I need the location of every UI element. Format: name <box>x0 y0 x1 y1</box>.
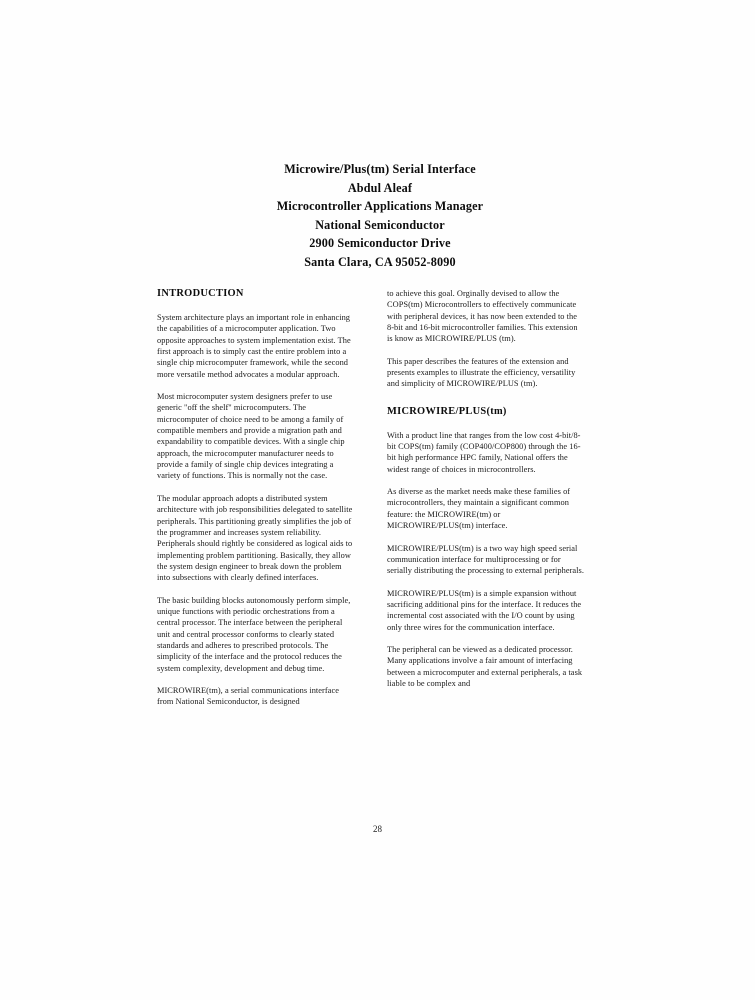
author-street-address: 2900 Semiconductor Drive <box>309 236 451 251</box>
author-city-state-zip: Santa Clara, CA 95052-8090 <box>304 254 456 269</box>
paragraph-off-the-shelf: Most microcomputer system designers prefer to use generic "off the shelf" microcomputers. The microcomputer of choice need to be among a family of compatible members and provide a migration path and expandability to compatible devices. With a single chip approach, the microcomputer manufacturer needs to provide a family of single chip devices integrating a variety of functions. This is normally not the case. <box>157 392 345 481</box>
right-column <box>387 288 584 700</box>
author-name: Abdul Aleaf <box>347 180 413 195</box>
paper-title: Microwire/Plus(tm) Serial Interface <box>284 162 476 176</box>
paragraph-paper-abstract: This paper describes the features of the extension and presents examples to illustrate the efficiency, versatility and simplicity of MICROWIRE/PLUS (tm). <box>387 356 576 389</box>
paragraph-common-feature: As diverse as the market needs make these families of microcontrollers, they maintain a significant common feature: the MICROWIRE(tm) or MICROWIRE/PLUS(tm) interface. <box>387 487 571 531</box>
author-company: National Semiconductor <box>315 217 445 232</box>
paragraph-two-way-interface: MICROWIRE/PLUS(tm) is a two way high speed serial communication interface for multiprocessing or for serially distributing the processing to external peripherals. <box>387 543 584 576</box>
left-column <box>157 288 354 719</box>
paragraph-building-blocks: The basic building blocks autonomously perform simple, unique functions with periodic orchestrations from a central processor. The interface between the peripheral unit and central processor conforms to clearly stated standards and adheres to prescribed protocols. The simplicity of the interface and the protocol reduces the system complexity, development and debug time. <box>157 595 351 673</box>
heading-microwire-plus: MICROWIRE/PLUS(tm) <box>387 405 507 417</box>
paragraph-microwire-continuation: to achieve this goal. Orginally devised to allow the COPS(tm) Microcontrollers to effectively communicate with peripheral devices, it has now been extended to the 8-bit and 16-bit microcontroller families. This extension is know as MICROWIRE/PLUS (tm). <box>387 289 578 344</box>
two-column-body <box>157 288 601 798</box>
paragraph-dedicated-processor: The peripheral can be viewed as a dedicated processor. Many applications involve a fair amount of interfacing between a microcomputer and external peripherals, a task liable to be complex and <box>387 644 583 688</box>
paragraph-modular-approach: The modular approach adopts a distributed system architecture with job responsibilities delegated to satellite peripherals. This partitioning greatly simplifies the job of the programmer and increases system reliability. Peripherals should rightly be considered as logical aids to implementing problem partitioning. Basically, they allow the system design engineer to break down the problem into subsections with clearly defined interfaces. <box>157 493 353 583</box>
heading-introduction: INTRODUCTION <box>157 288 244 299</box>
paragraph-product-line: With a product line that ranges from the low cost 4-bit/8-bit COPS(tm) family (COP400/COP800) through the 16-bit high performance HPC family, National offers the widest range of choices in microcontrollers. <box>387 430 581 474</box>
title-block <box>150 160 610 272</box>
paragraph-microwire-intro: MICROWIRE(tm), a serial communications interface from National Semiconductor, is designed <box>157 685 339 707</box>
page-number: 28 <box>373 824 382 834</box>
paragraph-simple-expansion: MICROWIRE/PLUS(tm) is a simple expansion without sacrificing additional pins for the interface. It reduces the incremental cost associated with the I/O count by using only three wires for the communication interface. <box>387 588 582 632</box>
paragraph-system-architecture: System architecture plays an important role in enhancing the capabilities of a microcomputer application. Two opposite approaches to system implementation exist. The first approach is to simply cast the entire problem into a single chip microcomputer framework, while the second more versatile method advocates a modular approach. <box>157 313 351 379</box>
author-role: Microcontroller Applications Manager <box>276 199 484 214</box>
